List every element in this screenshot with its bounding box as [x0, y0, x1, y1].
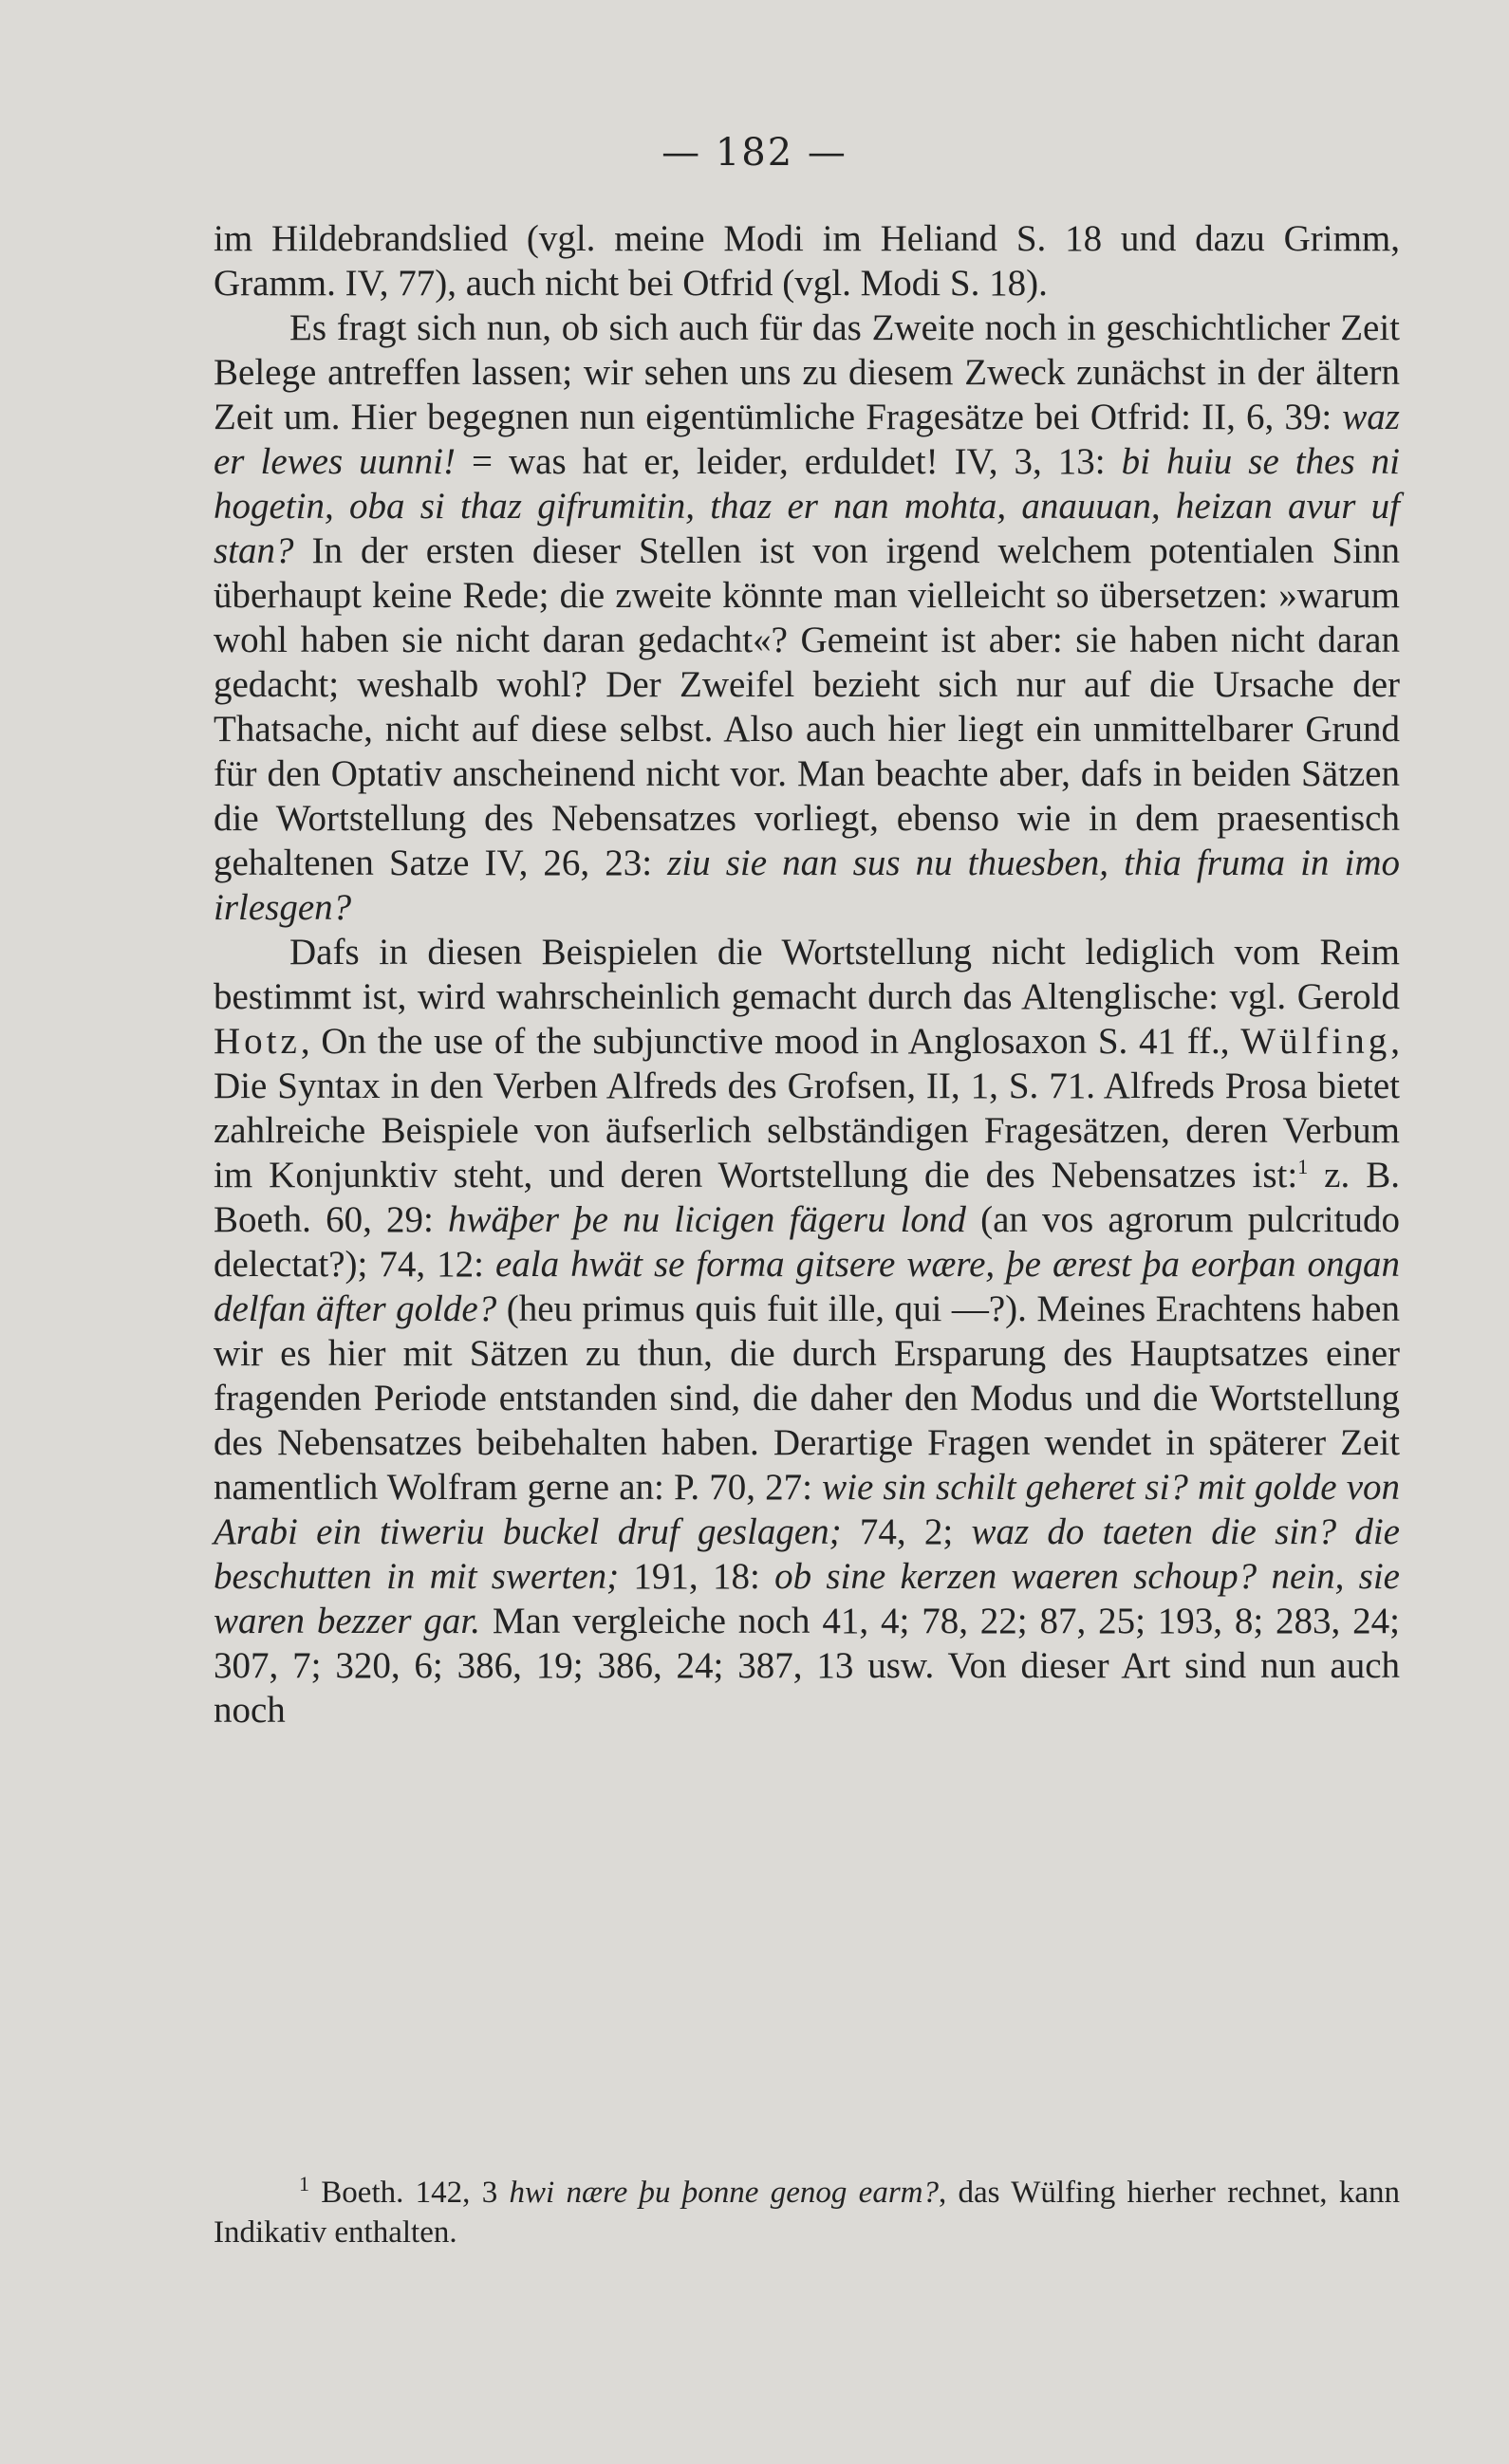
author-name: Wülfing	[1240, 1021, 1391, 1062]
text-run: Es fragt sich nun, ob sich auch für das Zweite noch in geschichtlicher Zeit Belege antreffen lassen; wir sehen uns zu diesem Zweck zunächst in der ältern Zeit um. Hier begegnen nun eigentümliche Fragesätze bei Otfrid: II, 6, 39:	[214, 307, 1400, 437]
text-run: Man vergleiche noch 41, 4; 78, 22; 87, 25; 193, 8; 283, 24; 307, 7; 320, 6; 386, 19; 386, 24; 387, 13 usw. Von dieser Art sind nun auch noch	[214, 1601, 1400, 1731]
quotation-text: wie sin schilt geheret si? mit golde von Arabi ein tiweriu buckel druf geslagen;	[214, 1467, 1401, 1552]
page-number: — 182 —	[661, 131, 848, 175]
quotation-text: ziu sie nan sus nu thuesben, thia fruma in imo irlesgen?	[214, 843, 1400, 928]
text-run: = was hat er, leider, erduldet! IV, 3, 13:	[455, 441, 1122, 482]
text-run: Boeth. 142, 3	[309, 2176, 510, 2210]
paragraph	[214, 306, 1400, 930]
author-name: Hotz	[214, 1021, 301, 1062]
text-run: 74, 2;	[841, 1511, 972, 1552]
footnote-marker: 1	[1297, 1155, 1309, 1178]
text-run: im Hildebrandslied (vgl. meine Modi im Heliand S. 18 und dazu Grimm, Gramm. IV, 77), auch nicht bei Otfrid (vgl. Modi S. 18).	[214, 218, 1400, 304]
quotation-text: ob sine kerzen waeren schoup? nein, sie waren bezzer gar.	[214, 1556, 1400, 1641]
quotation-text: hwäþer þe nu licigen fägeru lond	[448, 1199, 966, 1240]
text-run: z. B. Boeth. 60, 29:	[214, 1155, 1400, 1240]
quotation-text: waz er lewes uunni!	[214, 397, 1400, 482]
quotation-text: waz do taeten die sin? die beschutten in mit swerten;	[214, 1511, 1400, 1597]
paragraph	[214, 930, 1400, 1732]
text-run: (an vos agrorum pulcritudo delectat?); 74, 12:	[214, 1199, 1400, 1285]
text-run: Dafs in diesen Beispielen die Wortstellung nicht lediglich vom Reim bestimmt ist, wird wahrscheinlich gemacht durch das Altenglische: vgl. Gerold	[214, 932, 1400, 1017]
text-run: (heu primus quis fuit ille, qui —?). Meines Erachtens haben wir es hier mit Sätzen zu thun, die durch Ersparung des Hauptsatzes einer fragenden Periode entstanden sind, die daher den Modus und die Wortstellung des Nebensatzes beibehalten haben. Derartige Fragen wendet in späterer Zeit namentlich Wolfram gerne an: P. 70, 27:	[214, 1288, 1400, 1508]
paragraph	[214, 216, 1400, 306]
main-text	[214, 216, 1400, 1732]
text-run: , On the use of the subjunctive mood in Anglosaxon S. 41 ff.,	[300, 1021, 1241, 1062]
text-run: , Die Syntax in den Verben Alfreds des Grofsen, II, 1, S. 71. Alfreds Prosa bietet zahlreiche Beispiele von äufserlich selbständigen Fragesätzen, deren Verbum im Konjunktiv steht, und deren Wortstellung die des Nebensatzes ist:	[214, 1021, 1400, 1195]
quotation-text: hwi nære þu þonne genog earm?	[509, 2176, 939, 2210]
quotation-text: bi huiu se thes ni hogetin, oba si thaz gifrumitin, thaz er nan mohta, anauuan, heizan avur uf stan?	[214, 441, 1400, 571]
text-run: In der ersten dieser Stellen ist von irgend welchem potentialen Sinn überhaupt keine Rede; die zweite könnte man vielleicht so übersetzen: »warum wohl haben sie nicht daran gedacht«? Gemeint ist aber: sie haben nicht daran gedacht; weshalb wohl? Der Zweifel bezieht sich nur auf die Ursache der Thatsache, nicht auf diese selbst. Also auch hier liegt ein unmittelbarer Grund für den Optativ anscheinend nicht vor. Man beachte aber, dafs in beiden Sätzen die Wortstellung des Nebensatzes vorliegt, ebenso wie in dem praesentisch gehaltenen Satze IV, 26, 23:	[214, 530, 1400, 883]
text-run: 191, 18:	[619, 1556, 775, 1597]
footnote	[214, 2173, 1400, 2252]
footnote-paragraph	[214, 2173, 1400, 2252]
footnote-marker: 1	[299, 2172, 309, 2195]
quotation-text: eala hwät se forma gitsere wære, þe ærest þa eorþan ongan delfan äfter golde?	[214, 1244, 1400, 1329]
text-run: , das Wülfing hierher rechnet, kann Indikativ enthalten.	[214, 2176, 1400, 2250]
